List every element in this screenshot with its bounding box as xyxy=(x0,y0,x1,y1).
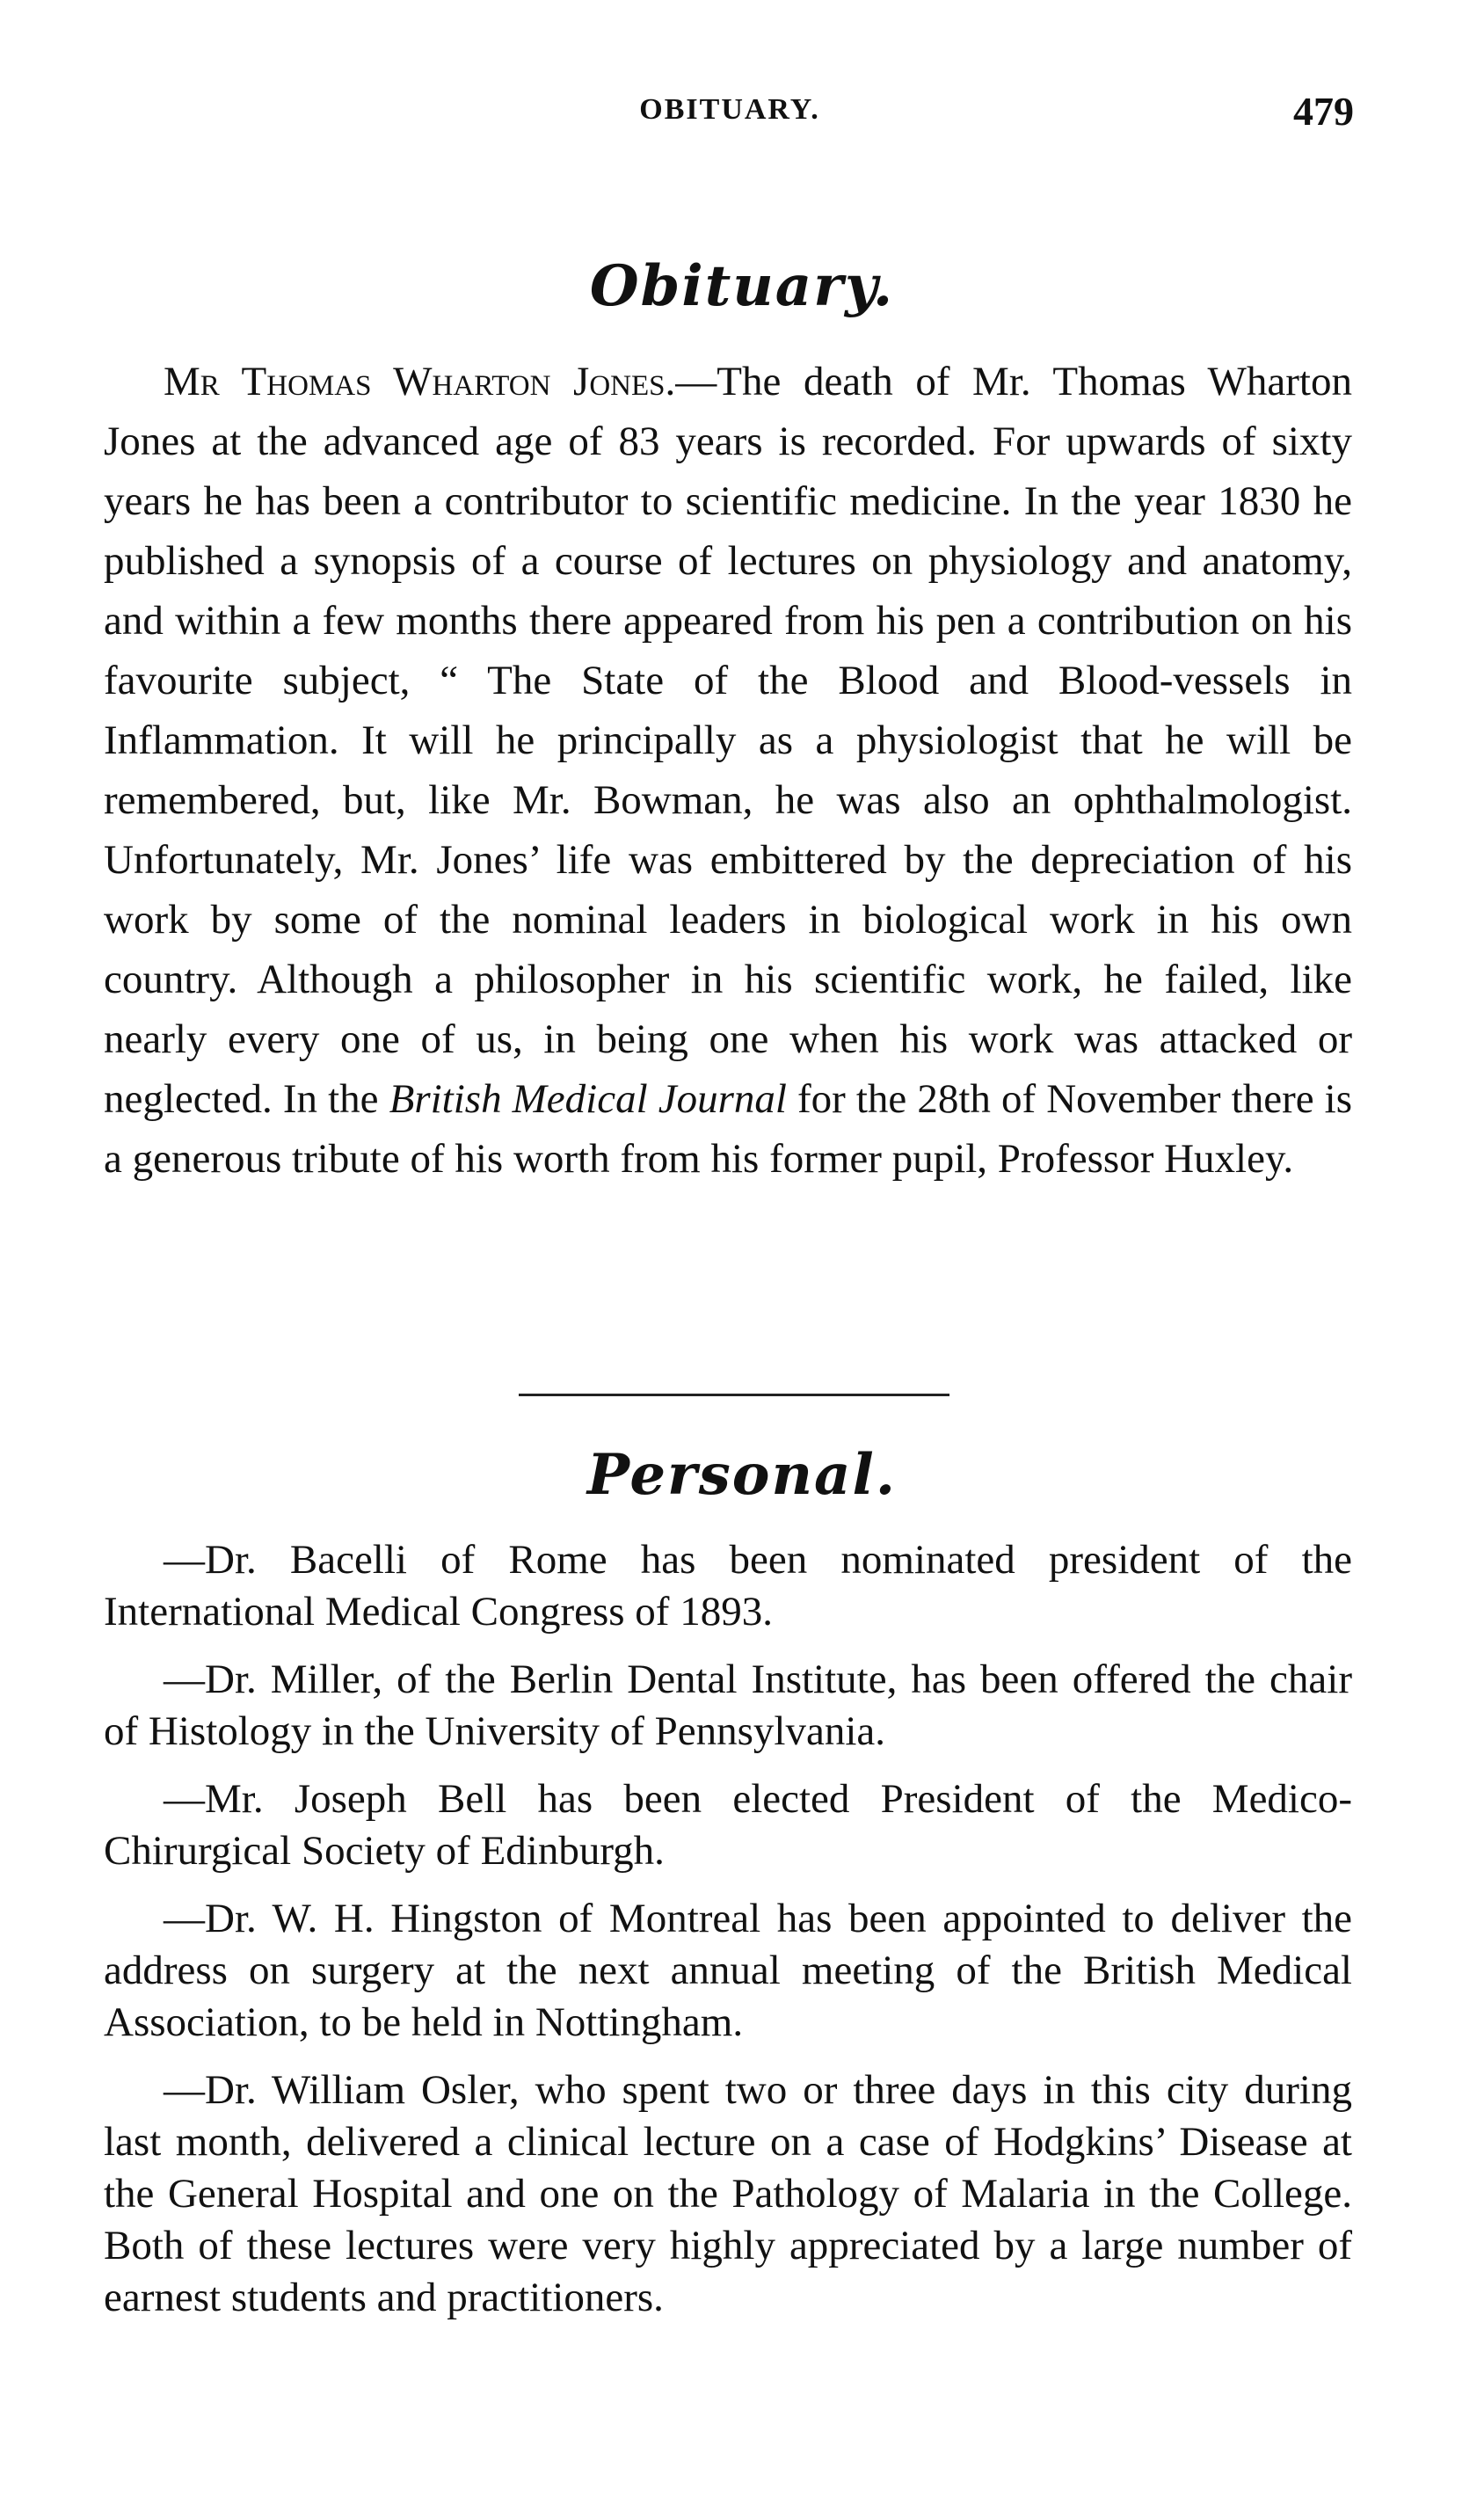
personal-item: —Dr. W. H. Hingston of Montreal has been appointed to deliver the address on surgery at the next annual meeting of the British Medical Association, to be held in Nottingham. xyxy=(104,1896,1352,2045)
obituary-section xyxy=(104,352,1352,1189)
personal-item: —Mr. Joseph Bell has been elected President of the Medico-Chirurgical Society of Edinburgh. xyxy=(104,1776,1352,1874)
running-head xyxy=(105,88,1354,141)
personal-item: —Dr. William Osler, who spent two or three days in this city during last month, delivered a clinical lecture on a case of Hodgkins’ Disease at the General Hospital and one on the Pathology of Malaria in the College. Both of these lectures were very highly appreciated by a large number of earnest students and practitioners. xyxy=(104,2067,1352,2320)
obituary-paragraph xyxy=(104,352,1352,1189)
obituary-text-1: —The death of Mr. Thomas Wharton Jones at the advanced age of 83 years is recorded. For upwards of sixty years he has been a contributor to scientific medicine. In the year 1830 he published a synopsis of a course of lectures on physiology and anatomy, and within a few months there appeared from his pen a contribution on his favourite subject, “ The State of the Blood and Blood-vessels in Inflammation. It will he principally as a physiologist that he will be remembered, but, like Mr. Bowman, he was also an ophthalmologist. Unfortunately, Mr. Jones’ life was embittered by the depreciation of his work by some of the nominal leaders in biological work in his own country. Although a philosopher in his scientific work, he failed, like nearly every one of us, in being one when his work was attacked or neglected. In the xyxy=(104,359,1352,1122)
section-divider xyxy=(519,1394,949,1396)
obituary-heading: Obituary. xyxy=(589,253,895,319)
obituary-text-2: for the 28th of November there is a generous tribute of his worth from his former pupil, Professor Huxley. xyxy=(104,1076,1352,1182)
obituary-lead: Mr Thomas Wharton Jones. xyxy=(164,359,676,404)
personal-item: —Dr. Bacelli of Rome has been nominated president of the International Medical Congress of 1893. xyxy=(104,1537,1352,1635)
personal-section xyxy=(104,1534,1352,2340)
personal-item: —Dr. Miller, of the Berlin Dental Institute, has been offered the chair of Histology in the University of Pennsylvania. xyxy=(104,1656,1352,1754)
page-number: 479 xyxy=(1293,89,1354,134)
journal-title: British Medical Journal xyxy=(389,1076,787,1122)
personal-heading: Personal. xyxy=(586,1442,898,1508)
running-title: OBITUARY. xyxy=(639,93,820,126)
